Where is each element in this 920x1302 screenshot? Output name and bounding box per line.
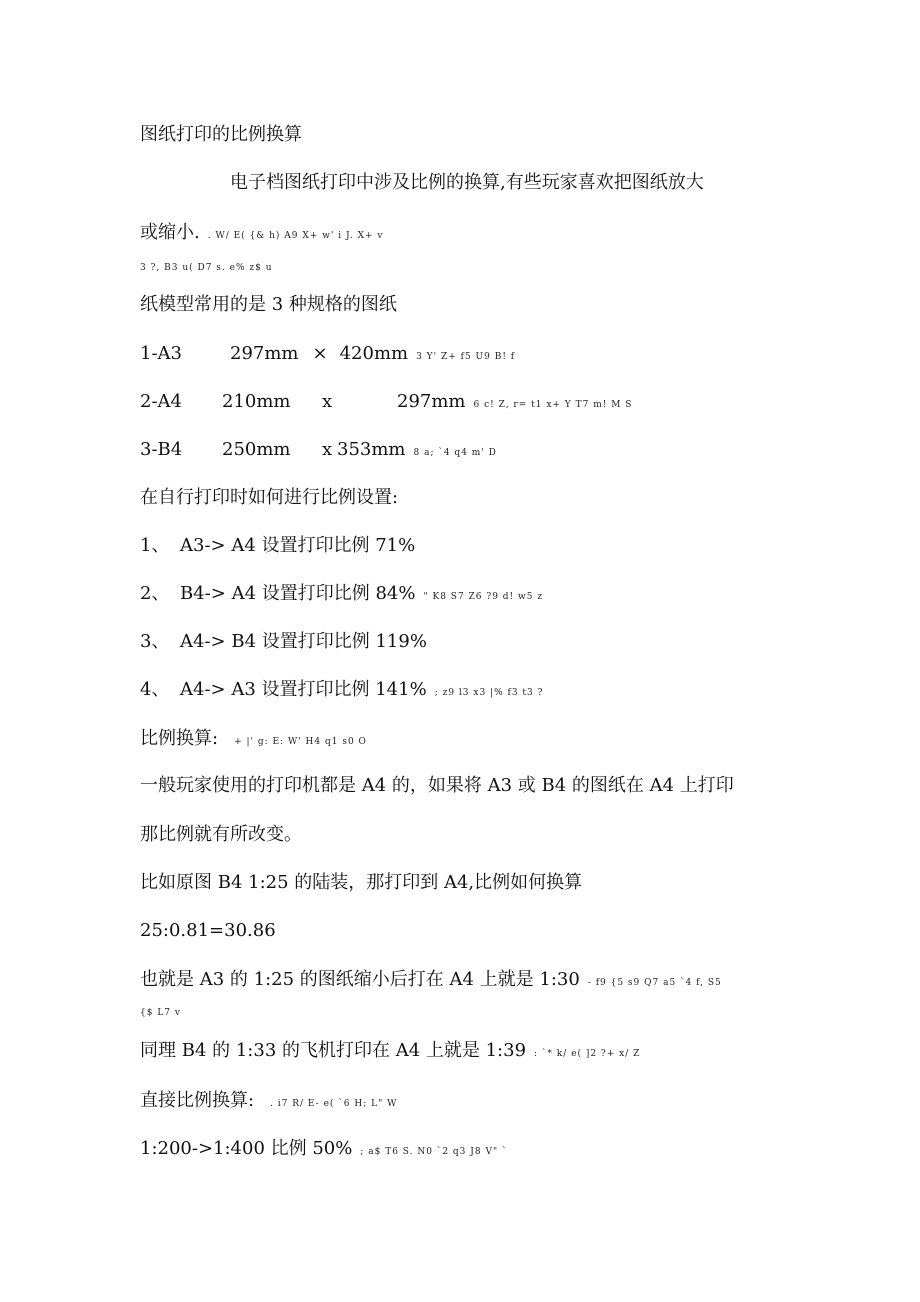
spec-separator: x	[322, 391, 333, 412]
noise-line: 3 ?, B3 u( D7 s. e% z$ u	[140, 263, 273, 273]
noise-text: + |' g: E: W' H4 q1 s0 O	[234, 737, 367, 747]
setting-number: 4、	[140, 679, 170, 700]
noise-text: . i7 R/ E- e( `6 H; L" W	[270, 1099, 398, 1109]
setting-number: 1、	[140, 535, 170, 556]
intro-line-2-text: 或缩小.	[140, 222, 200, 243]
setting-text: B4-> A4 设置打印比例 84%	[180, 583, 416, 604]
spec-row-a4	[140, 391, 632, 416]
setting-text: A3-> A4 设置打印比例 71%	[180, 535, 416, 556]
document-title: 图纸打印的比例换算	[140, 124, 302, 145]
direct-heading-line	[140, 1090, 397, 1115]
noise-text: : `* k/ e( ]2 ?+ x/ Z	[534, 1049, 641, 1059]
direct-example: 1:200->1:400 比例 50%	[140, 1138, 353, 1159]
spec-height: 353mm	[337, 439, 406, 460]
conversion-result-2	[140, 1040, 640, 1065]
result-1-text: 也就是 A3 的 1:25 的图纸缩小后打在 A4 上就是 1:30	[140, 969, 580, 990]
conversion-heading-line	[140, 728, 367, 753]
setting-text: A4-> B4 设置打印比例 119%	[180, 631, 427, 652]
noise-text: ; a$ T6 S. N0 `2 q3 J8 V" `	[360, 1147, 508, 1157]
noise-line: {$ L7 v	[140, 1008, 181, 1018]
conversion-heading: 比例换算:	[140, 728, 219, 749]
result-2-text: 同理 B4 的 1:33 的飞机打印在 A4 上就是 1:39	[140, 1040, 527, 1061]
spec-id: 3-B4	[140, 439, 183, 460]
spec-row-b4	[140, 439, 497, 464]
noise-text: . W/ E( {& h) A9 X+ w' i J. X+ v	[207, 231, 384, 241]
conversion-formula: 25:0.81=30.86	[140, 920, 276, 941]
noise-text: ; z9 l3 x3 |% f3 t3 ?	[434, 688, 544, 698]
spec-width: 250mm	[222, 439, 291, 460]
spec-separator: ×	[312, 343, 328, 364]
conversion-paragraph-line-2: 那比例就有所改变。	[140, 824, 302, 845]
direct-example-line	[140, 1138, 507, 1163]
conversion-result-1	[140, 969, 722, 994]
noise-text: " K8 S7 Z6 ?9 d! w5 z	[423, 592, 544, 602]
spec-id: 1-A3	[140, 343, 182, 364]
direct-heading: 直接比例换算:	[140, 1090, 255, 1111]
setting-number: 3、	[140, 631, 170, 652]
spec-heading: 纸模型常用的是 3 种规格的图纸	[140, 294, 397, 315]
conversion-paragraph-line-1: 一般玩家使用的打印机都是 A4 的，如果将 A3 或 B4 的图纸在 A4 上打印	[140, 775, 734, 796]
noise-text: 8 a; `4 q4 m' D	[413, 448, 497, 458]
setting-text: A4-> A3 设置打印比例 141%	[180, 679, 427, 700]
noise-text: 6 c! Z, r= t1 x+ Y T7 m! M S	[473, 400, 633, 410]
spec-width: 297mm	[230, 343, 299, 364]
spec-height: 420mm	[339, 343, 409, 364]
spec-height: 297mm	[397, 391, 466, 412]
setting-number: 2、	[140, 583, 170, 604]
spec-separator: x	[322, 439, 333, 460]
intro-line-1: 电子档图纸打印中涉及比例的换算,有些玩家喜欢把图纸放大	[230, 172, 704, 193]
settings-heading: 在自行打印时如何进行比例设置:	[140, 487, 399, 508]
spec-width: 210mm	[222, 391, 291, 412]
conversion-example: 比如原图 B4 1:25 的陆装，那打印到 A4,比例如何换算	[140, 872, 583, 893]
spec-row-a3	[140, 343, 515, 368]
setting-item	[140, 535, 415, 557]
spec-id: 2-A4	[140, 391, 182, 412]
setting-item	[140, 631, 427, 653]
setting-item	[140, 583, 543, 608]
noise-text: 3 Y' Z+ f5 U9 B! f	[416, 352, 516, 362]
noise-text: - f9 {5 s9 Q7 a5 `4 f, S5	[587, 978, 722, 988]
intro-line-2	[140, 222, 384, 247]
setting-item	[140, 679, 543, 704]
